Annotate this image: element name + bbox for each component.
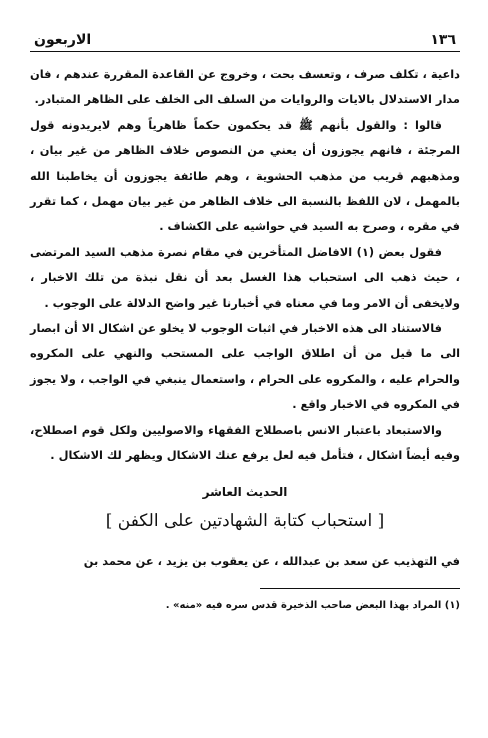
running-title: الاربعون bbox=[34, 32, 92, 48]
page-header bbox=[30, 22, 460, 51]
hadith-opening: في التهذيب عن سعد بن عبدالله ، عن يعقوب بن يزيد ، عن محمد بن bbox=[83, 553, 460, 568]
page-number: ١٣٦ bbox=[430, 32, 456, 48]
paragraph-5: والاستبعاد باعتبار الانس باصطلاح الفقهاء والاصوليين ولكل قوم اصطلاح، وفيه أيضاً اشكال ، فتأمل فيه لعل يرفع عنك الاشكال ويظهر لك الاشكال . bbox=[30, 422, 460, 463]
footnote: (١) المراد بهذا البعض صاحب الذخيرة قدس سره فيه «منه» . bbox=[165, 599, 460, 611]
book-page bbox=[30, 22, 460, 615]
paragraph-2: قالوا : والقول بأنهم ﷺ قد يحكمون حكماً ظاهرياً وهم لايريدونه قول المرجئة ، فانهم يجوزون أن يعني من النصوص خلاف الظاهر من غير بيان ، ومذهبهم قريب من مذهب الحشوية ، وهم طائفة يجوزون أن يخاطبنا الله بالمهمل ، لان اللفظ بالنسبة الى خلاف الظاهر من غير بيان مهمل ، كما تقرر في مقره ، وصرح به السيد في حواشيه على الكشاف . bbox=[30, 117, 460, 234]
paragraph-4: فالاستناد الى هذه الاخبار في اثبات الوجوب لا يخلو عن اشكال الا أن ابصار الى ما قيل من أن اطلاق الواجب على المستحب والنهي على المكروه والحرام عليه ، والمكروه على الحرام ، واستعمال ينبغي في الواجب ، ولا يجوز في المكروه في الاخبار واقع . bbox=[30, 321, 460, 412]
header-rule bbox=[30, 51, 460, 52]
section-subtitle: [ استحباب كتابة الشهادتين على الكفن ] bbox=[105, 510, 385, 531]
paragraph-3: فقول بعض (١) الافاضل المتأخرين في مقام نصرة مذهب السيد المرتضى ، حيث ذهب الى استحباب هذا الغسل بعد أن نقل نبذة من تلك الاخبار ، ولايخفى أن الامر وما في معناه في أخبارنا غير واضح الدلالة على الوجوب . bbox=[30, 244, 460, 310]
paragraph-1: داعية ، تكلف صرف ، وتعسف بحت ، وخروج عن القاعدة المقررة عندهم ، فان مدار الاستدلال بالايات والروايات من السلف الى الخلف على الظاهر المتبادر. bbox=[30, 67, 460, 107]
footnote-rule bbox=[260, 588, 460, 589]
section-title: الحديث العاشر bbox=[202, 484, 288, 499]
